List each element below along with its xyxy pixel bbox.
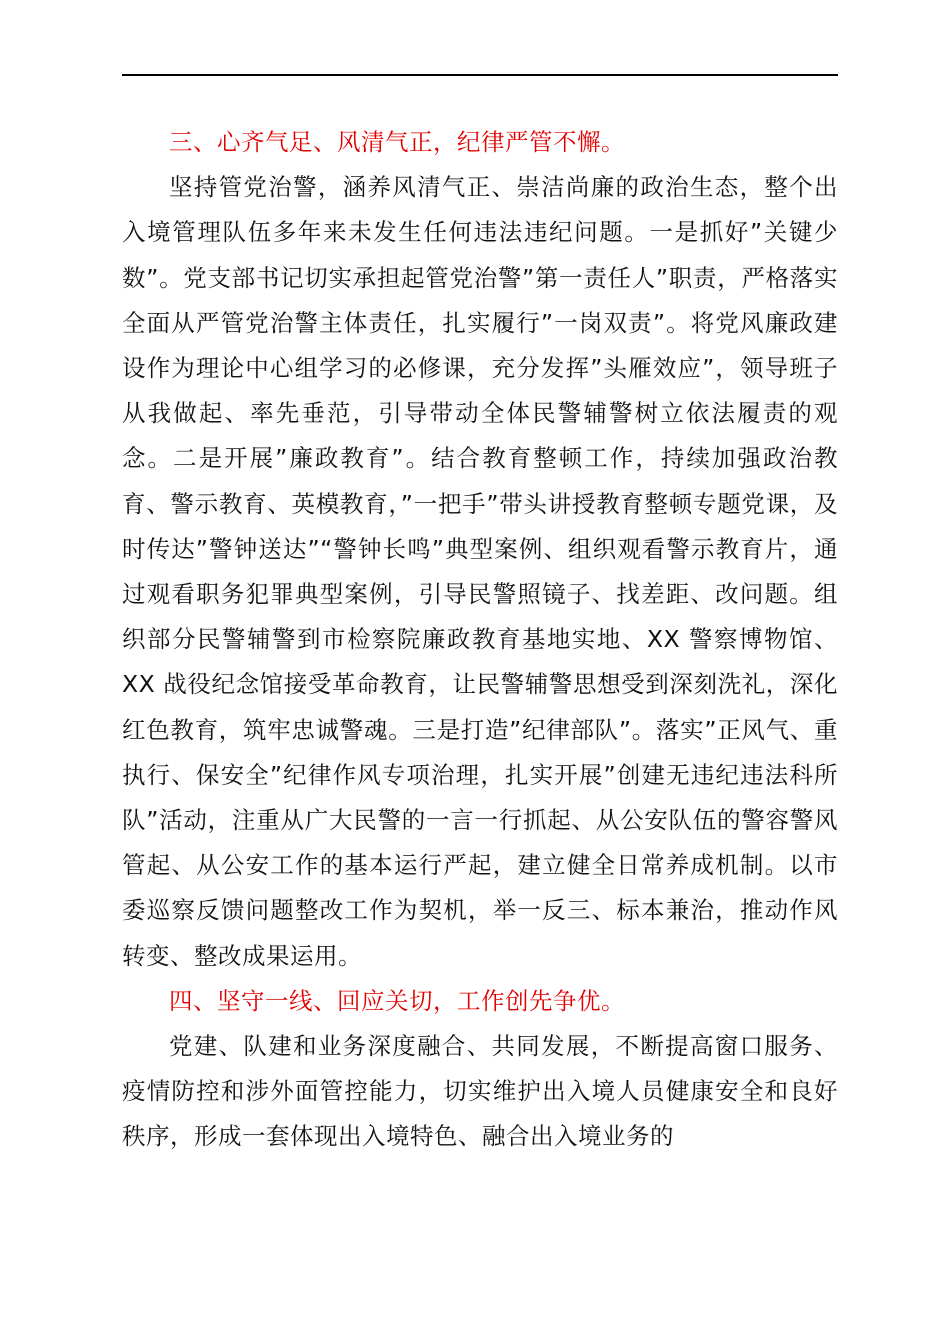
document-body [122,120,838,1160]
section-heading-4: 四、坚守一线、回应关切，工作创先争优。 [169,986,625,1015]
header-rule [122,74,838,76]
section-heading-3: 三、心齐气足、风清气正，纪律严管不懈。 [169,128,625,156]
body-paragraph-2: 党建、队建和业务深度融合、共同发展，不断提高窗口服务、疫情防控和涉外面管控能力，切实维护出入境人员健康安全和良好秩序，形成一套体现出入境特色、融合出入境业务的 [122,1032,838,1151]
body-paragraph-1: 坚持管党治警，涵养风清气正、崇洁尚廉的政治生态，整个出入境管理队伍多年来未发生任何违法违纪问题。一是抓好”关键少数”。党支部书记切实承担起管党治警”第一责任人”职责，严格落实全面从严管党治警主体责任，扎实履行”一岗双责”。将党风廉政建设作为理论中心组学习的必修课，充分发挥”头雁效应”，领导班子从我做起、率先垂范，引导带动全体民警辅警树立依法履责的观念。二是开展”廉政教育”。结合教育整顿工作，持续加强政治教育、警示教育、英模教育，”一把手”带头讲授教育整顿专题党课，及时传达”警钟送达”“警钟长鸣”典型案例、组织观看警示教育片，通过观看职务犯罪典型案例，引导民警照镜子、找差距、改问题。组织部分民警辅警到市检察院廉政教育基地实地、XX 警察博物馆、XX 战役纪念馆接受革命教育，让民警辅警思想受到深刻洗礼，深化红色教育，筑牢忠诚警魂。三是打造”纪律部队”。落实”正风气、重执行、保安全”纪律作风专项治理，扎实开展”创建无违纪违法科所队”活动，注重从广大民警的一言一行抓起、从公安队伍的警容警风管起、从公安工作的基本运行严起，建立健全日常养成机制。以市委巡察反馈问题整改工作为契机，举一反三、标本兼治，推动作风转变、整改成果运用。 [122,173,838,970]
